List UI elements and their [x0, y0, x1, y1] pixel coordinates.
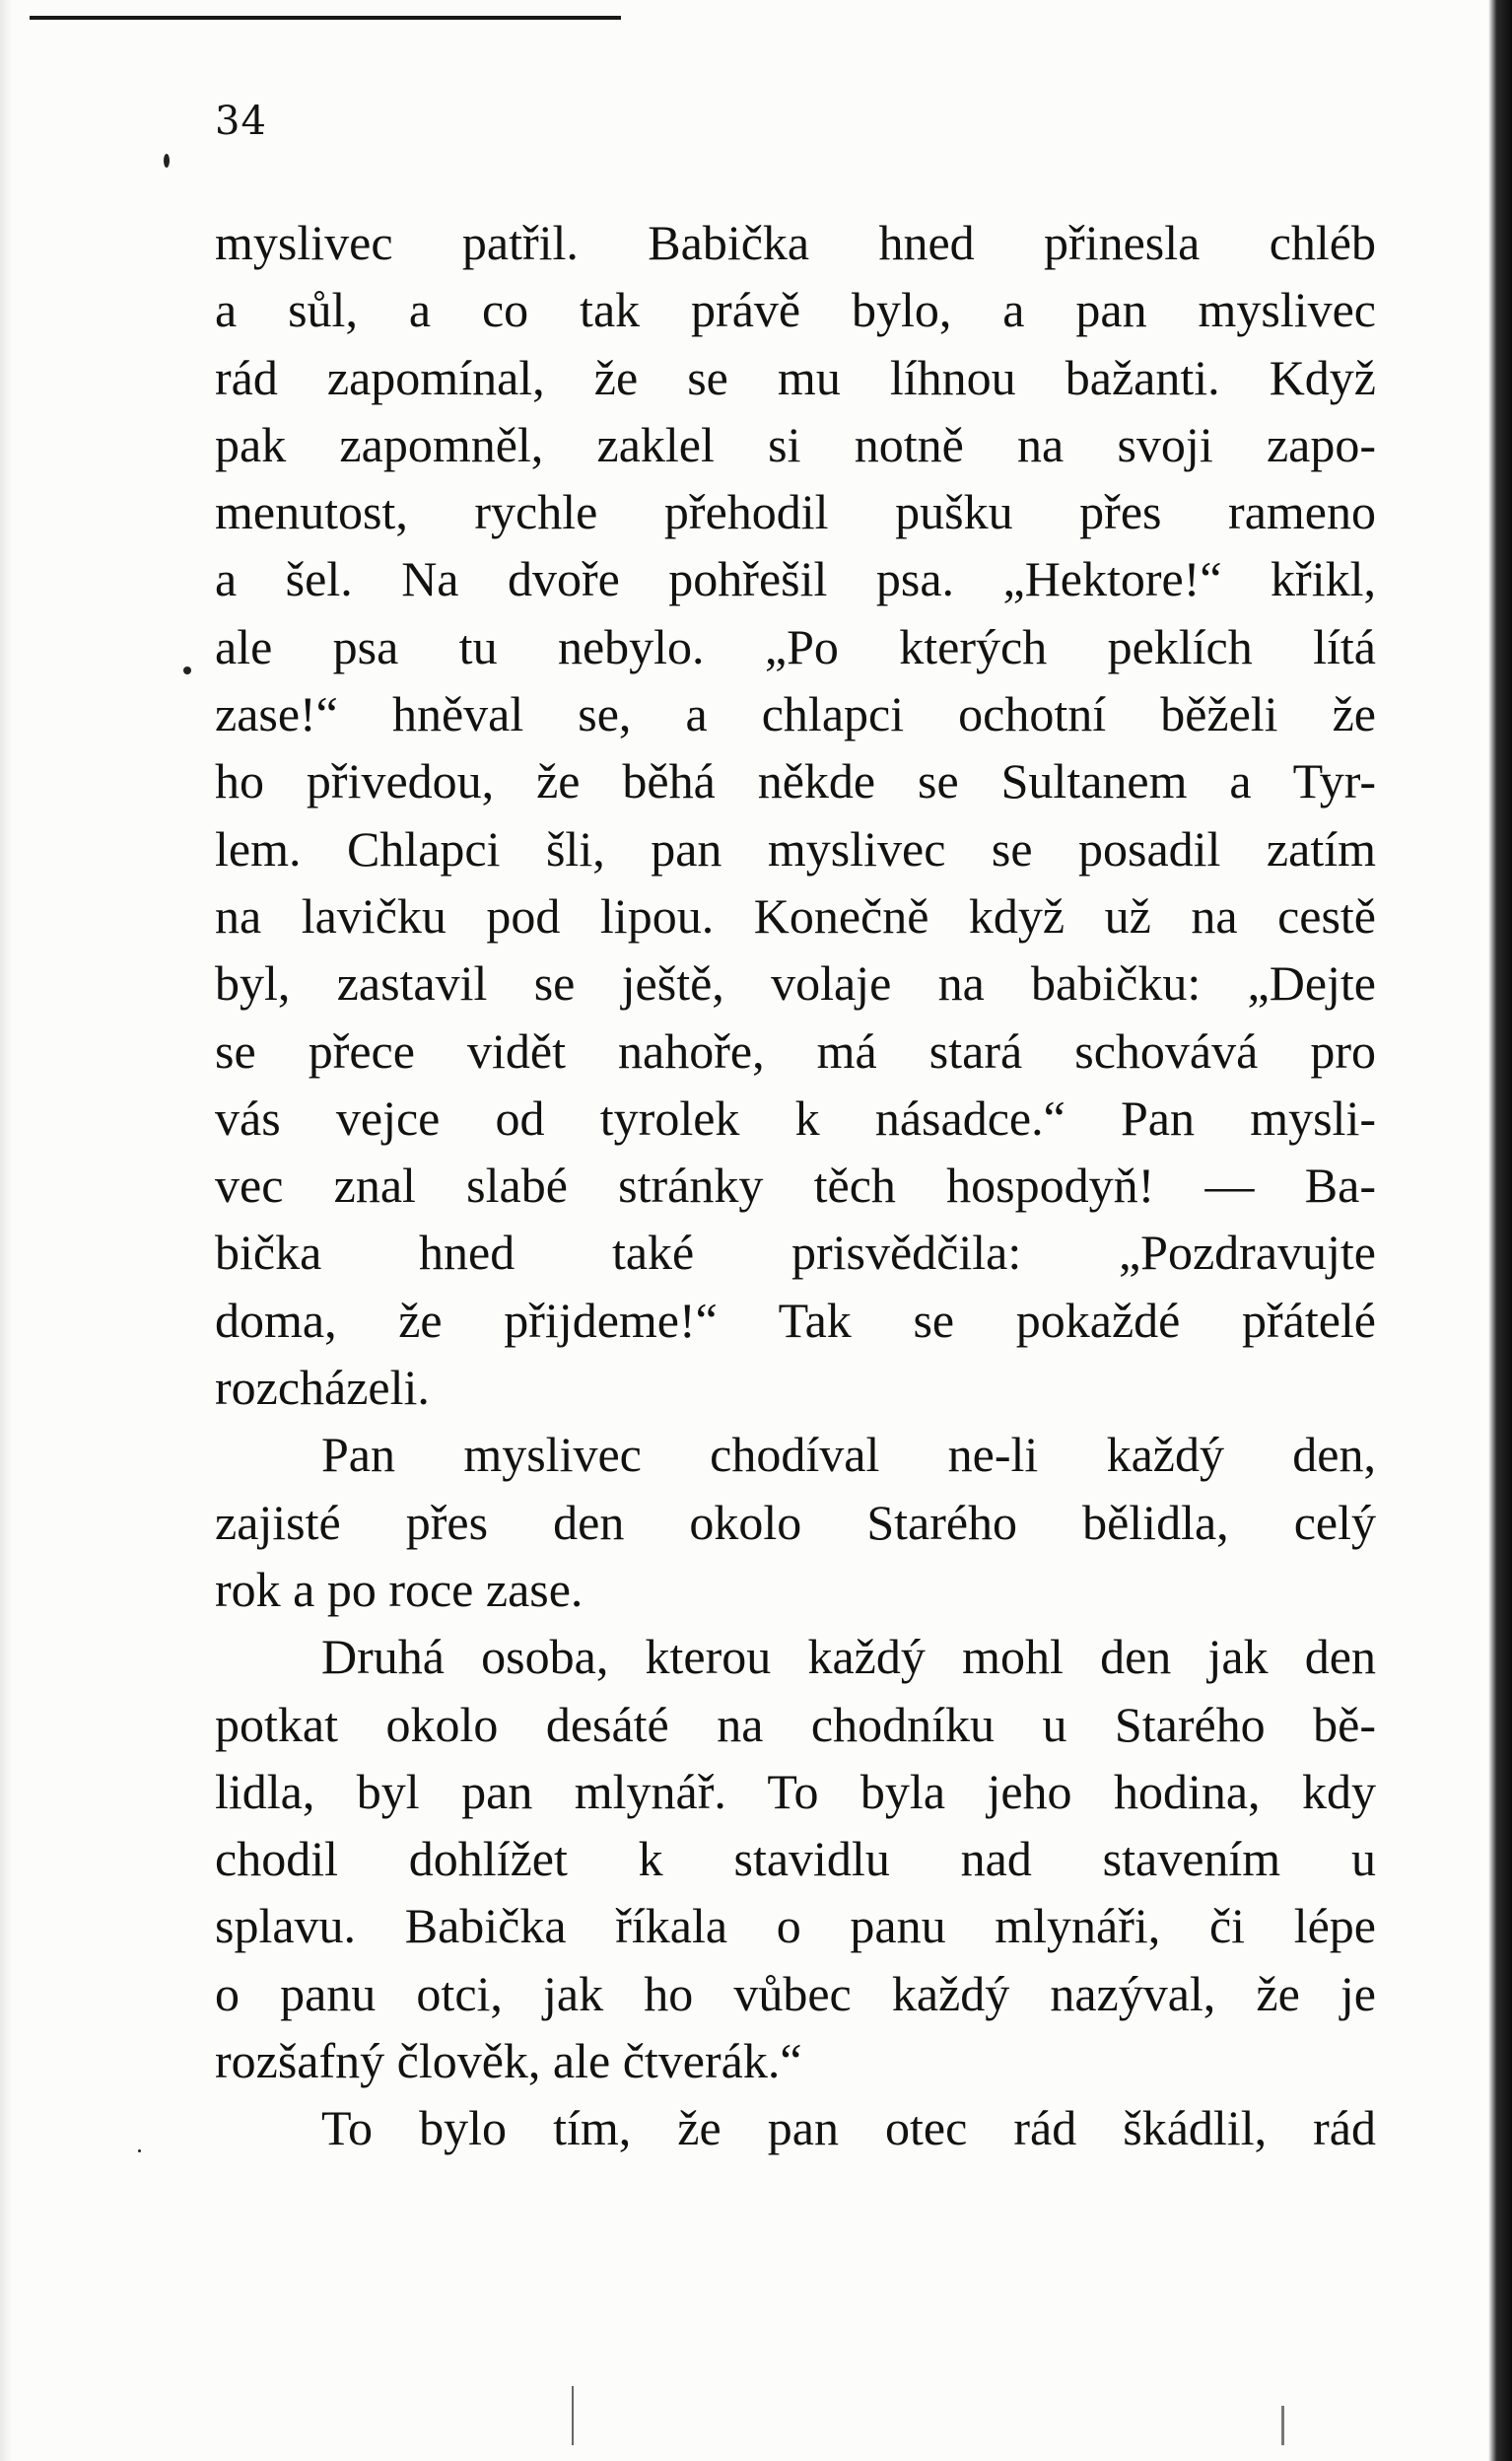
- text-line: lidla, byl pan mlynář. To byla jeho hodina, kdy: [215, 1763, 1376, 1819]
- text-line: a šel. Na dvoře pohřešil psa. „Hektore!“ křikl,: [215, 551, 1376, 607]
- text-line: To bylo tím, že pan otec rád škádlil, rád: [321, 2100, 1376, 2156]
- text-line: Druhá osoba, kterou každý mohl den jak den: [321, 1629, 1376, 1685]
- text-line: rád zapomínal, že se mu líhnou bažanti. Když: [215, 349, 1376, 405]
- text-line: rozšafný člověk, ale čtverák.“: [215, 2033, 802, 2089]
- text-line: vec znal slabé stránky těch hospodyň! — Ba-: [215, 1158, 1376, 1214]
- ink-speck: [164, 154, 170, 168]
- text-line: se přece vidět nahoře, má stará schovává pro: [215, 1022, 1376, 1079]
- top-edge-mark: [30, 16, 621, 20]
- ink-speck: [183, 667, 191, 674]
- text-line: ale psa tu nebylo. „Po kterých peklích lítá: [215, 618, 1376, 674]
- page-number: 34: [215, 99, 267, 144]
- text-line: Pan myslivec chodíval ne-li každý den,: [321, 1427, 1376, 1483]
- body-text: [215, 209, 1376, 2162]
- ink-speck: [138, 2149, 141, 2152]
- text-line: bička hned také prisvědčila: „Pozdravujte: [215, 1225, 1376, 1281]
- text-line: splavu. Babička říkala o panu mlynáři, či lépe: [215, 1898, 1376, 1954]
- text-line: vás vejce od tyrolek k násadce.“ Pan mysli-: [215, 1090, 1376, 1146]
- text-line: pak zapomněl, zaklel si notně na svoji zapo-: [215, 416, 1376, 472]
- text-line: o panu otci, jak ho vůbec každý nazýval, že je: [215, 1965, 1376, 2021]
- text-line: byl, zastavil se ještě, volaje na babičku: „Dejte: [215, 955, 1376, 1012]
- text-line: zase!“ hněval se, a chlapci ochotní běželi že: [215, 686, 1376, 742]
- text-line: a sůl, a co tak právě bylo, a pan myslivec: [215, 282, 1376, 338]
- page-right-edge-shadow: [1488, 0, 1512, 2461]
- paper-scratch: [1281, 2406, 1284, 2445]
- text-line: rok a po roce zase.: [215, 1561, 584, 1617]
- text-line: ho přivedou, že běhá někde se Sultanem a Tyr-: [215, 753, 1376, 809]
- text-line: zajisté přes den okolo Starého bělidla, celý: [215, 1494, 1376, 1550]
- text-line: doma, že přijdeme!“ Tak se pokaždé přátelé: [215, 1292, 1376, 1348]
- text-line: chodil dohlížet k stavidlu nad stavením u: [215, 1831, 1376, 1887]
- text-line: lem. Chlapci šli, pan myslivec se posadil zatím: [215, 820, 1376, 877]
- paper-scratch: [572, 2386, 574, 2445]
- text-line: potkat okolo desáté na chodníku u Starého bě-: [215, 1696, 1376, 1752]
- text-line: rozcházeli.: [215, 1360, 430, 1416]
- text-line: na lavičku pod lipou. Konečně když už na cestě: [215, 887, 1376, 944]
- text-line: menutost, rychle přehodil pušku přes rameno: [215, 484, 1376, 540]
- text-line: myslivec patřil. Babička hned přinesla chléb: [215, 215, 1376, 270]
- page-left-edge: [0, 0, 12, 2461]
